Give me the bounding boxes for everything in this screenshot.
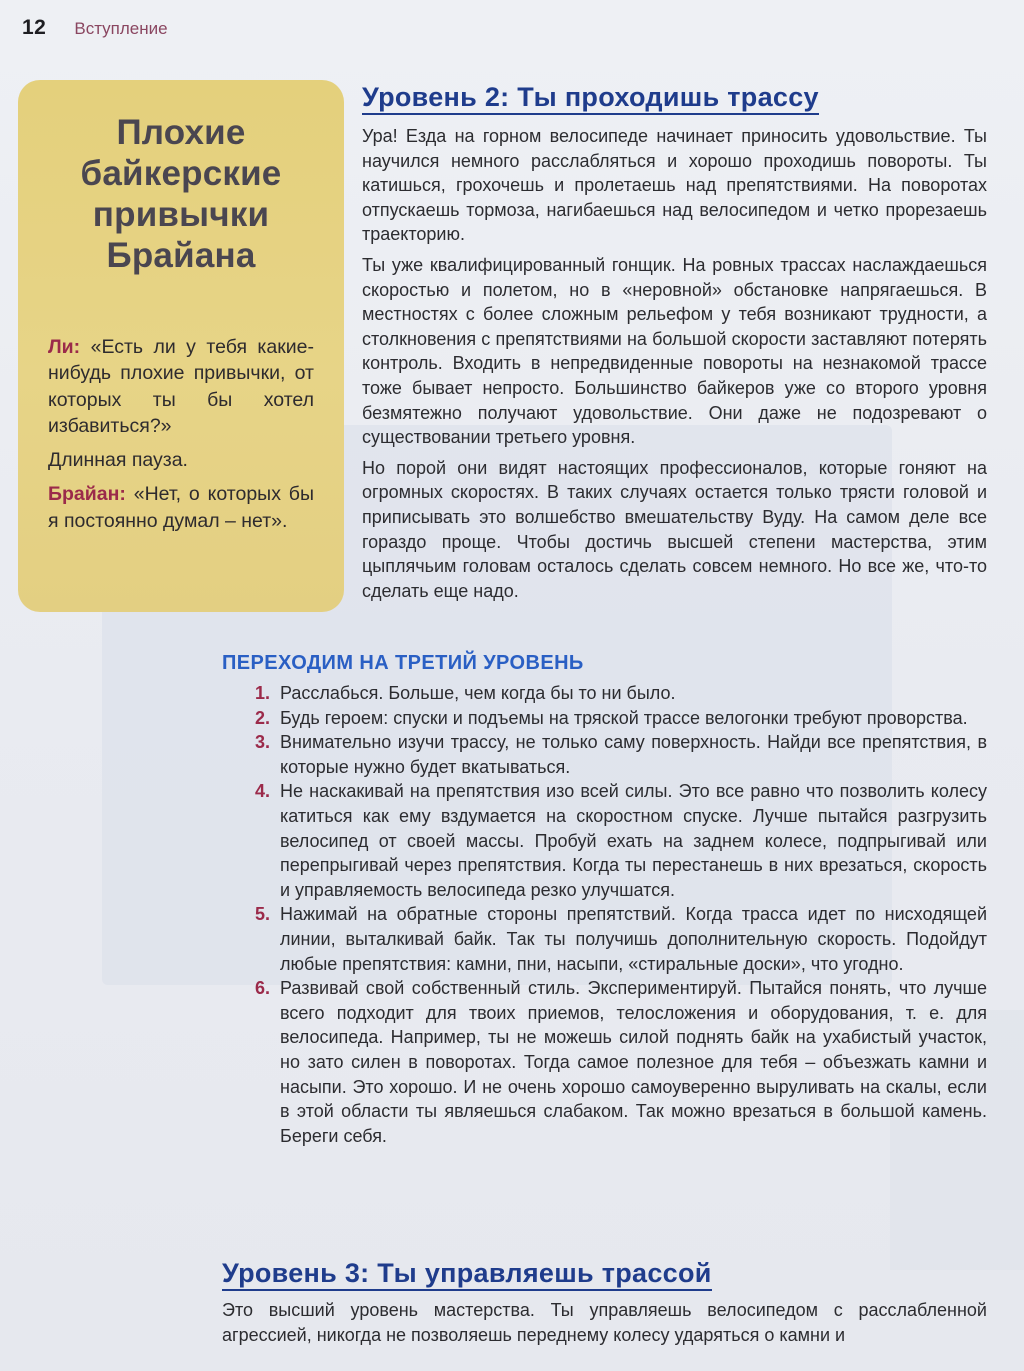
body-paragraph: Но порой они видят настоящих профессионалов, которые гоняют на огромных скоростях. В таких случаях остается только трясти головой и приписывать это волшебство вмешательству Вуду. На самом деле все гораздо проще. Чтобы достичь высшей степени мастерства, этим цыплячьим головам осталось сделать совсем немного. Но все же, что-то сделать еще надо. <box>362 457 987 601</box>
step-text: Не наскакивай на препятствия изо всей силы. Это все равно что позволить колесу катиться как ему вздумается на скоростном спуске. Лучше пытайся разгрузить велосипед от своей массы. Пробуй ехать на заднем колесе, подпрыгивай или перепрыгивай через препятствия. Когда ты перестанешь в них врезаться, скорость и управляемость велосипеда резко улучшатся. <box>280 781 987 900</box>
section-name: Вступление <box>74 19 168 38</box>
level-2-body <box>362 124 987 603</box>
sidebar-paragraph <box>48 481 314 534</box>
page-number: 12 <box>22 16 47 39</box>
step-number: 3. <box>255 732 271 753</box>
running-header <box>22 16 168 44</box>
level-3-heading <box>222 1256 987 1290</box>
body-paragraph: Ура! Езда на горном велосипеде начинает приносить удовольствие. Ты научился немного расслабляться и хорошо проходишь повороты. Ты катишься, грохочешь и пролетаешь над препятствиями. На поворотах отпускаешь тормоза, нагибаешься над велосипедом и четко прорезаешь траекторию. <box>362 126 987 245</box>
sidebar-title: Плохие байкерские привычки Брайана <box>80 113 282 275</box>
step-number: 6. <box>255 978 271 999</box>
step-number: 1. <box>255 683 271 703</box>
level-2-heading-text: Уровень 2: Ты проходишь трассу <box>362 82 819 115</box>
speaker-label: Брайан: <box>48 483 126 506</box>
sidebar-paragraph <box>48 334 314 439</box>
step-text: Внимательно изучи трассу, не только саму поверхность. Найди все препятствия, в которые нужно будет вкатываться. <box>280 732 987 777</box>
step-text: Развивай свой собственный стиль. Экспериментируй. Пытайся понять, что лучше всего подходит для твоих приемов, телосложения и оборудования, т. е. для велосипеда. Например, ты не можешь силой поднять байк на ухабистый участок, но зато силен в поворотах. Тогда самое полезное для тебя – объезжать камни и насыпи. Это хорошо. И не очень хорошо самоуверенно выруливать на скалы, если в этой области ты являешься слабаком. Так можно врезаться в большой камень. Береги себя. <box>280 978 987 1146</box>
level-2-heading <box>362 80 987 114</box>
body-paragraph: Это высший уровень мастерства. Ты управляешь велосипедом с расслабленной агрессией, никогда не позволяешь переднему колесу ударяться о камни и <box>222 1300 987 1345</box>
list-item <box>255 902 987 976</box>
sidebar-text: «Нет, о которых бы я постоянно думал – нет». <box>48 483 314 532</box>
steps-list <box>222 681 987 1148</box>
step-text: Расслабься. Больше, чем когда бы то ни было. <box>280 683 676 703</box>
sidebar-box <box>18 80 344 612</box>
third-level-section <box>222 652 987 1148</box>
list-item <box>255 681 987 706</box>
sidebar-paragraph <box>48 447 314 473</box>
level-3-heading-text: Уровень 3: Ты управляешь трассой <box>222 1258 712 1291</box>
level-2-section <box>362 80 987 603</box>
list-item <box>255 730 987 779</box>
step-text: Нажимай на обратные стороны препятствий. Когда трасса идет по нисходящей линии, выталкивай байк. Так ты получишь дополнительную скорость. Подойдут любые препятствия: камни, пни, насыпи, «стиральные доски», что угодно. <box>280 904 987 974</box>
sidebar-text: «Есть ли у тебя какие-нибудь плохие привычки, от которых ты бы хотел избавиться?» <box>48 336 314 437</box>
step-number: 5. <box>255 904 271 925</box>
third-level-subheading: ПЕРЕХОДИМ НА ТРЕТИЙ УРОВЕНЬ <box>222 652 584 674</box>
list-item <box>255 779 987 902</box>
body-paragraph: Ты уже квалифицированный гонщик. На ровных трассах наслаждаешься скоростью и полетом, но в «неровной» обстановке напрягаешься. В местностях с более сложным рельефом у тебя возникают трудности, а столкновения с препятствиями на большой скорости заставляют потерять контроль. Входить в непредвиденные повороты на незнакомой трассе тоже бывает непросто. Большинство байкеров уже со второго уровня безмятежно получают удовольствие. Они даже не подозревают о существовании третьего уровня. <box>362 254 987 448</box>
step-number: 2. <box>255 707 271 728</box>
speaker-label: Ли: <box>48 336 81 358</box>
step-text: Будь героем: спуски и подъемы на тряской трассе велогонки требуют проворства. <box>280 707 968 728</box>
list-item <box>255 706 987 731</box>
sidebar-text: Длинная пауза. <box>48 449 188 472</box>
step-number: 4. <box>255 781 271 802</box>
level-3-section <box>222 1256 987 1347</box>
sidebar-body <box>48 334 314 534</box>
list-item <box>255 976 987 1148</box>
